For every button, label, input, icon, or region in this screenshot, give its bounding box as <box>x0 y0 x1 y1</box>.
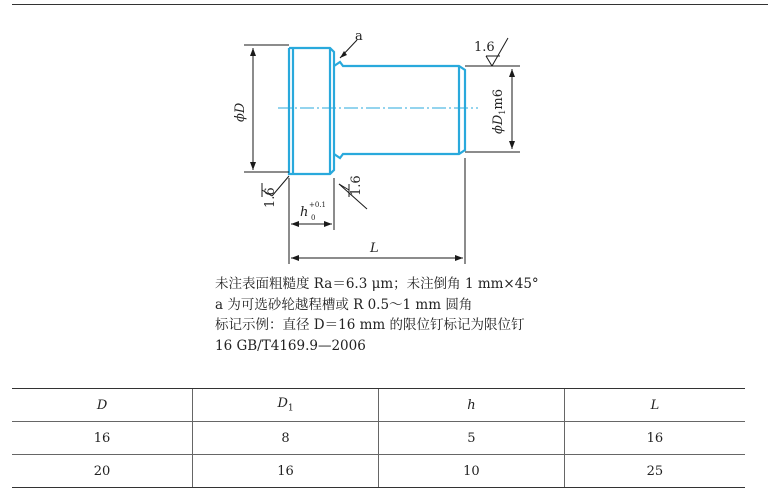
leader-a-label: a <box>355 29 363 44</box>
header-D1: $D_1$ <box>193 389 379 422</box>
table-cell: 25 <box>564 455 745 488</box>
roughness-top-label: 1.6 <box>474 40 495 55</box>
table-cell: 20 <box>12 455 193 488</box>
roughness-left-label: 1.6 <box>263 187 278 208</box>
note-line: a 为可选砂轮越程槽或 R 0.5～1 mm 圆角 <box>215 296 473 313</box>
dimension-table <box>12 388 745 488</box>
table-cell: 16 <box>564 422 745 455</box>
table-cell: 5 <box>378 422 564 455</box>
note-line: 16 GB/T4169.9—2006 <box>215 337 366 354</box>
dim-h-label: h <box>300 205 309 220</box>
table-cell: 8 <box>193 422 379 455</box>
roughness-mid-label: 1.6 <box>349 175 364 196</box>
table-cell: 16 <box>12 422 193 455</box>
note-line: 未注表面粗糙度 Ra＝6.3 μm；未注倒角 1 mm×45° <box>215 276 539 292</box>
dim-h-lower-tol: 0 <box>311 214 316 222</box>
drawing-notes <box>215 274 635 356</box>
head-outline <box>289 48 334 174</box>
table-header-row <box>12 389 745 422</box>
dim-D1-label: $\phi D_1m6$ <box>491 89 507 134</box>
table-row <box>12 455 745 488</box>
header-L: L <box>564 389 745 422</box>
shank-outline <box>334 62 465 158</box>
header-D: D <box>12 389 193 422</box>
dimension-lines <box>244 38 520 264</box>
table-cell: 16 <box>193 455 379 488</box>
dim-h-upper-tol: +0.1 <box>309 201 326 209</box>
dim-D-label: ϕD <box>233 102 248 122</box>
note-line: 标记示例：直径 D＝16 mm 的限位钉标记为限位钉 <box>215 317 525 333</box>
part-outline <box>289 48 465 174</box>
header-h: h <box>378 389 564 422</box>
table-cell: 10 <box>378 455 564 488</box>
dim-L-label: L <box>370 241 379 256</box>
table-row <box>12 422 745 455</box>
